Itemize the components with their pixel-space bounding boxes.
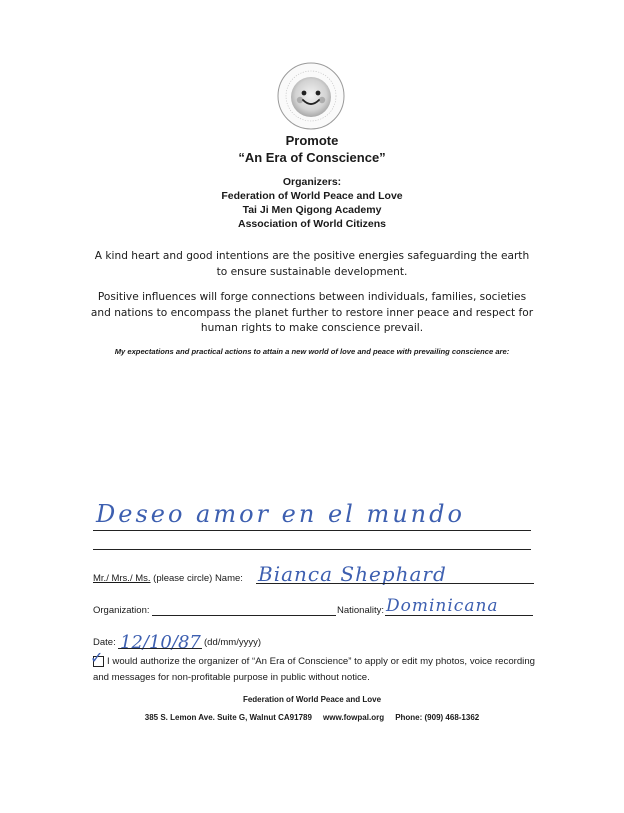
name-field[interactable]: Bianca Shephard <box>258 562 447 586</box>
organization-label: Organization: <box>93 605 150 616</box>
organizer-item: Tai Ji Men Qigong Academy <box>242 204 382 216</box>
consent-text: I would authorize the organizer of “An Era of Conscience” to apply or edit my photos, voice recording and messages for non-profitable purpose in public without notice. <box>93 656 535 683</box>
nationality-label: Nationality: <box>337 605 384 616</box>
date-field[interactable]: 12/10/87 <box>120 632 201 653</box>
page-title-line1: Promote <box>285 133 339 148</box>
nationality-field[interactable]: Dominicana <box>386 596 499 616</box>
date-format-hint: (dd/mm/yyyy) <box>204 637 261 648</box>
wish-handwriting[interactable]: Deseo amor en el mundo <box>96 500 465 528</box>
nationality-underline <box>385 615 533 616</box>
intro-paragraph-1: A kind heart and good intentions are the positive energies safeguarding the earth to ensure sustainable development. <box>94 250 530 278</box>
organizer-item: Association of World Citizens <box>238 218 386 230</box>
wish-line-2 <box>93 549 531 550</box>
intro-paragraph-2: Positive influences will forge connections between individuals, families, societies and nations to encompass the planet further to restore inner peace and respect for human rights to make conscience prevail. <box>90 291 534 334</box>
organizers-heading: Organizers: <box>282 176 342 188</box>
expectations-prompt: My expectations and practical actions to attain a new world of love and peace with prevailing conscience are: <box>114 347 510 356</box>
footer-contact: 385 S. Lemon Ave. Suite G, Walnut CA91789 www.fowpal.org Phone: (909) 468-1362 <box>144 713 480 722</box>
wish-line-1 <box>93 530 531 531</box>
smiling-face-logo-icon <box>276 61 346 131</box>
name-underline <box>256 583 534 584</box>
date-underline <box>118 648 202 649</box>
organizer-item: Federation of World Peace and Love <box>221 190 403 202</box>
footer-org-name: Federation of World Peace and Love <box>242 695 382 704</box>
name-label-suffix: (please circle) Name: <box>150 573 243 584</box>
organization-field[interactable] <box>152 615 336 616</box>
check-mark-icon: ✓ <box>90 648 104 667</box>
date-label: Date: <box>93 637 116 648</box>
title-options[interactable]: Mr./ Mrs./ Ms. <box>93 573 151 584</box>
name-label <box>93 573 243 584</box>
page-title-line2: “An Era of Conscience” <box>238 150 386 165</box>
